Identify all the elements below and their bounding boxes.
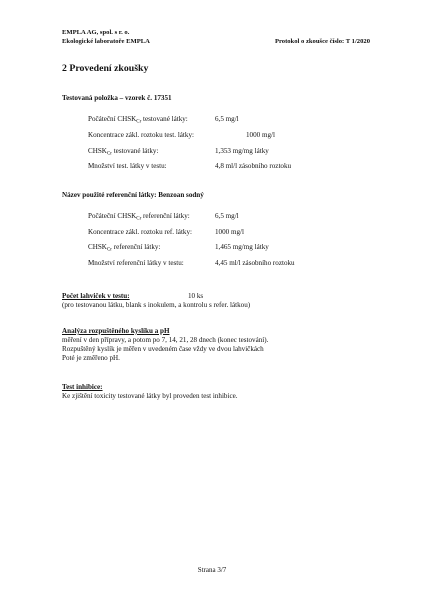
test-item-label: $CHSK_{Cr}$ testované látky: bbox=[88, 147, 159, 157]
company-name: EMPLA AG, spol. s r. o. bbox=[62, 29, 130, 36]
test-item-value: 1,353 mg/mg látky bbox=[215, 147, 269, 155]
reference-value: 4,45 ml/l zásobního roztoku bbox=[215, 259, 295, 267]
reference-label: $CHSK_{Cr}$ referenční látky: bbox=[88, 243, 161, 253]
oxygen-line: měření v den přípravy, a potom po 7, 14, 21, 28 dnech (konec testování). bbox=[62, 336, 269, 344]
page-number: Strana 3/7 bbox=[197, 566, 227, 574]
oxygen-line: Poté je změřeno pH. bbox=[62, 354, 120, 362]
oxygen-title: Analýza rozpuštěného kyslíku a pH bbox=[62, 327, 170, 335]
test-item-title: Testovaná položka – vzorek č. 17351 bbox=[62, 94, 172, 102]
section-heading: 2 Provedení zkoušky bbox=[62, 63, 149, 74]
bottles-note: (pro testovanou látku, blank s inokulem, a kontrolu s refer. látkou) bbox=[62, 301, 251, 309]
reference-value: 1000 mg/l bbox=[215, 228, 244, 236]
inhibition-title: Test inhibice: bbox=[62, 383, 103, 391]
test-item-label: Koncentrace zákl. roztoku test. látky: bbox=[88, 131, 194, 139]
test-item-value: 1000 mg/l bbox=[246, 131, 275, 139]
laboratory-name: Ekologické laboratoře EMPLA bbox=[62, 38, 150, 45]
bottles-title: Počet lahviček v testu: bbox=[62, 292, 130, 300]
inhibition-text: Ke zjištění toxicity testované látky byl proveden test inhibice. bbox=[62, 392, 238, 400]
oxygen-line: Rozpuštěný kyslík je měřen v uvedeném čase vždy ve dvou lahvičkách bbox=[62, 345, 264, 353]
reference-value: 1,465 mg/mg látky bbox=[215, 243, 269, 251]
test-item-value: 4,8 ml/l zásobního roztoku bbox=[215, 162, 292, 170]
reference-label: Koncentrace zákl. roztoku ref. látky: bbox=[88, 228, 192, 236]
reference-value: 6,5 mg/l bbox=[215, 212, 239, 220]
reference-title: Název použité referenční látky: Benzoan sodný bbox=[62, 191, 204, 199]
bottles-count: 10 ks bbox=[188, 292, 204, 300]
test-item-label: Množství test. látky v testu: bbox=[88, 162, 167, 170]
reference-label: Počáteční $CHSK_{Cr}$ referenční látky: bbox=[88, 212, 190, 222]
protocol-number: Protokol o zkoušce číslo: T 1/2020 bbox=[274, 38, 370, 45]
test-item-value: 6,5 mg/l bbox=[215, 115, 239, 123]
reference-label: Množství referenční látky v testu: bbox=[88, 259, 184, 267]
test-item-label: Počáteční $CHSK_{Cr}$ testované látky: bbox=[88, 115, 188, 125]
